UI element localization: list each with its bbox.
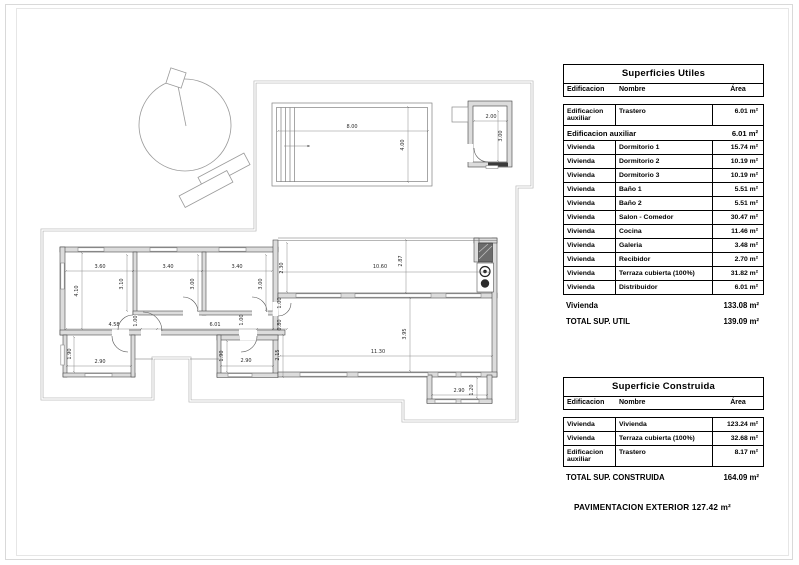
cell-nombre: Salon - Comedor xyxy=(616,211,713,224)
cell-edificacion: Vivienda xyxy=(564,169,616,182)
table-row xyxy=(564,141,763,155)
dimension-label: 3.00 xyxy=(258,278,264,290)
total-area: 139.09 m² xyxy=(723,317,759,326)
table-column-headers xyxy=(564,84,763,96)
dimension-label: 4.10 xyxy=(74,285,80,297)
cell-area: 15.74 m² xyxy=(730,144,758,151)
dimension-label: 1.00 xyxy=(277,297,283,309)
table-row xyxy=(564,197,763,211)
table-row xyxy=(564,267,763,281)
col-header-nombre: Nombre xyxy=(619,86,646,93)
cell-edificacion: Vivienda xyxy=(564,155,616,168)
table-body xyxy=(563,417,764,467)
table-body xyxy=(563,104,764,295)
table-column-headers xyxy=(564,397,763,409)
cell-area: 11.46 m² xyxy=(731,228,758,235)
cell-area: 123.24 m² xyxy=(727,421,758,428)
cell-edificacion: Vivienda xyxy=(564,211,616,224)
cell-nombre: Recibidor xyxy=(616,253,713,266)
cell-nombre: Dormitorio 2 xyxy=(616,155,713,168)
table-row xyxy=(564,155,763,169)
dimension-label: 1.90 xyxy=(67,348,73,360)
table-title: Superficie Construida xyxy=(564,378,763,397)
exterior-paving-note: PAVIMENTACION EXTERIOR 127.42 m² xyxy=(574,503,731,512)
table-row xyxy=(564,446,763,466)
cell-edificacion: Vivienda xyxy=(564,239,616,252)
col-header-nombre: Nombre xyxy=(619,399,646,406)
cell-edificacion: Vivienda xyxy=(564,141,616,154)
cell-nombre: Trastero xyxy=(616,105,713,125)
table-row xyxy=(564,253,763,267)
cell-area: 10.19 m² xyxy=(730,172,758,179)
total-label: TOTAL SUP. CONSTRUIDA xyxy=(566,472,665,482)
cell-nombre: Distribuidor xyxy=(616,281,713,294)
cell-edificacion: Vivienda xyxy=(564,197,616,210)
cell-nombre: Dormitorio 1 xyxy=(616,141,713,154)
table-row xyxy=(564,225,763,239)
dimension-label: 11.30 xyxy=(370,349,386,355)
dimension-label: 1.00 xyxy=(239,314,245,326)
tree xyxy=(139,68,250,207)
table-header-box xyxy=(563,64,764,97)
dimension-label: 4.00 xyxy=(400,139,406,151)
kitchen-fixtures xyxy=(477,243,494,292)
dimension-label: 2.90 xyxy=(94,359,106,365)
dimension-label: 3.40 xyxy=(231,264,243,270)
cell-area: 3.48 m² xyxy=(734,242,758,249)
table-row xyxy=(564,169,763,183)
cell-nombre: Baño 2 xyxy=(616,197,713,210)
col-header-edificacion: Edificacion xyxy=(567,399,605,406)
cell-edificacion: Vivienda xyxy=(564,432,616,445)
col-header-area: Área xyxy=(730,86,746,93)
table-totals xyxy=(563,467,764,484)
hob xyxy=(481,279,489,287)
table-superficie-construida xyxy=(563,377,764,484)
table-row xyxy=(564,211,763,225)
cell-nombre: Baño 1 xyxy=(616,183,713,196)
cell-edificacion: Vivienda xyxy=(564,183,616,196)
cell-nombre: Cocina xyxy=(616,225,713,238)
dimension-label: 1.00 xyxy=(133,315,139,327)
subtotal-label: Edificacion auxiliar xyxy=(567,128,637,138)
tree-canopy xyxy=(139,79,231,171)
table-header-box xyxy=(563,377,764,410)
table-row xyxy=(564,183,763,197)
total-area: 164.09 m² xyxy=(723,472,759,482)
dimension-label: 2.90 xyxy=(240,358,252,364)
table-totals xyxy=(563,295,764,328)
cell-edificacion: Vivienda xyxy=(564,281,616,294)
table-total-row xyxy=(563,312,764,329)
dimension-label: 4.58 xyxy=(108,322,120,328)
dimension-label: 2.90 xyxy=(453,388,465,394)
dimension-label: 3.00 xyxy=(190,278,196,290)
cell-area: 6.01 m² xyxy=(734,284,758,291)
cell-edificacion: Vivienda xyxy=(564,418,616,431)
dimension-label: 8.00 xyxy=(346,124,358,130)
cell-nombre: Vivienda xyxy=(616,418,713,431)
cell-nombre: Trastero xyxy=(616,446,713,466)
table-row xyxy=(564,418,763,432)
cell-edificacion: Vivienda xyxy=(564,225,616,238)
dimension-label: 2.87 xyxy=(398,255,404,267)
total-area: 133.08 m² xyxy=(723,300,759,310)
dimension-label: 6.01 xyxy=(209,322,221,328)
subtotal-area: 6.01 m² xyxy=(731,128,758,138)
dimension-label: 3.60 xyxy=(94,264,106,270)
table-subtotal-row xyxy=(564,126,763,141)
storage-annex xyxy=(452,107,468,122)
storage-door-gap xyxy=(468,144,474,162)
dimension-label: 10.60 xyxy=(372,264,388,270)
cell-edificacion: Edificacion auxiliar xyxy=(564,446,616,466)
cell-edificacion: Vivienda xyxy=(564,253,616,266)
dimension-label: 3.10 xyxy=(119,278,125,290)
table-row xyxy=(564,432,763,446)
table-superficies-utiles xyxy=(563,64,764,328)
cell-area: 5.51 m² xyxy=(734,186,758,193)
table-total-row xyxy=(563,467,764,484)
cell-edificacion: Edificacion auxiliar xyxy=(564,105,616,125)
table-title: Superficies Utiles xyxy=(564,65,763,84)
table-row xyxy=(564,105,763,126)
tree-base xyxy=(166,68,186,88)
dimension-label: 3.95 xyxy=(402,328,408,340)
total-label: TOTAL SUP. UTIL xyxy=(566,317,630,326)
dimension-label: 2.00 xyxy=(485,114,497,120)
cell-area: 30.47 m² xyxy=(730,214,758,221)
cell-area: 31.82 m² xyxy=(730,270,758,277)
col-header-edificacion: Edificacion xyxy=(567,86,605,93)
storage-window xyxy=(486,166,498,169)
dimension-label: 1.20 xyxy=(469,384,475,396)
table-row xyxy=(564,281,763,294)
cell-edificacion: Vivienda xyxy=(564,267,616,280)
cell-area: 5.51 m² xyxy=(734,200,758,207)
col-header-area: Área xyxy=(730,399,746,406)
total-label: Vivienda xyxy=(566,300,598,310)
cell-area: 8.17 m² xyxy=(734,449,758,456)
table-total-row xyxy=(563,295,764,312)
dimension-label: 2.15 xyxy=(275,349,281,361)
cell-area: 10.19 m² xyxy=(730,158,758,165)
dimension-label: 3.00 xyxy=(498,130,504,142)
dimension-label: 2.30 xyxy=(279,262,285,274)
cell-area: 6.01 m² xyxy=(734,108,758,115)
cell-area: 2.70 m² xyxy=(734,256,758,263)
dimension-label: 3.40 xyxy=(162,264,174,270)
cell-nombre: Galeria xyxy=(616,239,713,252)
table-row xyxy=(564,239,763,253)
tree-trunk xyxy=(178,86,186,126)
cell-area: 32.68 m² xyxy=(730,435,758,442)
cell-nombre: Terraza cubierta (100%) xyxy=(616,267,713,280)
cell-nombre: Terraza cubierta (100%) xyxy=(616,432,713,445)
cell-nombre: Dormitorio 3 xyxy=(616,169,713,182)
dimension-label: 1.90 xyxy=(219,350,225,362)
dimension-label: 0.80 xyxy=(277,319,283,331)
